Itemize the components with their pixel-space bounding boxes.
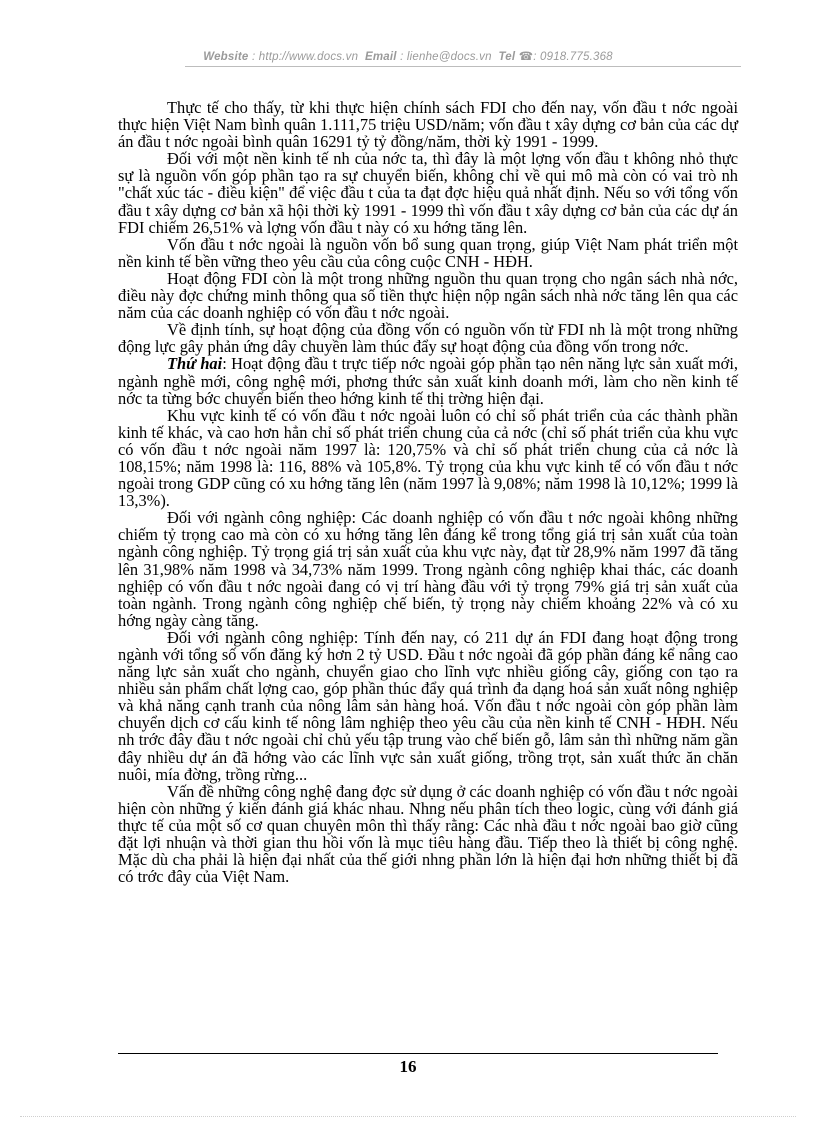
email-label: Email (365, 51, 397, 63)
page-header (0, 49, 816, 63)
tel-value: : 0918.775.368 (533, 51, 613, 63)
paragraph: Đối với ngành công nghiệp: Các doanh nghiệp có vốn đầu t nớc ngoài không những chiếm tỷ trọng cao mà còn có xu hớng tăng lên đáng kể trong tổng giá trị sản xuất của toàn ngành công nghiệp. Tỷ trọng giá trị sản xuất của khu vực này, đạt từ 28,9% năm 1997 đã tăng lên 31,98% năm 1998 và 34,73% năm 1999. Trong ngành công nghiệp khai thác, các doanh nghiệp có vốn đầu t nớc ngoài đang có vị trí hàng đầu với tỷ trọng 79% giá trị sản xuất của toàn ngành. Trong ngành công nghiệp chế biến, tỷ trọng này chiếm khoảng 22% và có xu hớng ngày càng tăng. (118, 508, 738, 630)
header-divider (185, 66, 741, 67)
lead-label: Thứ hai (167, 354, 223, 374)
website-label: Website (203, 51, 249, 63)
paragraph: Đối với ngành công nghiệp: Tính đến nay, có 211 dự án FDI đang hoạt động trong ngành với tổng số vốn đăng ký hơn 2 tỷ USD. Đầu t nớc ngoài đã góp phần đáng kể nâng cao năng lực sản xuất cho ngành, chuyển giao cho lĩnh vực nhiều giống cây, giống con tạo ra nhiều sản phẩm chất lợng cao, góp phần thúc đẩy quá trình đa dạng hoá sản xuất nông nghiệp và khả năng cạnh tranh của nông lâm sản hàng hoá. Vốn đầu t nớc ngoài còn góp phần làm chuyển dịch cơ cấu kinh tế nông lâm nghiệp theo yêu cầu của nền kinh tế CNH - HĐH. Nếu nh trớc đây đầu t nớc ngoài chỉ chủ yếu tập trung vào chế biến gỗ, lâm sản thì những năm gần đây nhiều dự án đã hớng vào các lĩnh vực sản xuất giống, trồng trọt, sản xuất thức ăn chăn nuôi, mía đờng, trồng rừng... (118, 627, 738, 784)
page-number: 16 (399, 1057, 417, 1076)
lead-separator: : (222, 354, 227, 374)
paragraph: Vốn đầu t nớc ngoài là nguồn vốn bổ sung quan trọng, giúp Việt Nam phát triển một nền kinh tế bền vững theo yêu cầu của công cuộc CNH - HĐH. (118, 234, 738, 271)
footer-divider (118, 1053, 718, 1054)
email-value: : lienhe@docs.vn (400, 51, 492, 63)
paragraph-text: Hoạt động đầu t trực tiếp nớc ngoài góp phần tạo nên năng lực sản xuất mới, ngành nghề mới, công nghệ mới, phơng thức sản xuất kinh doanh mới, làm cho nền kinh tế nớc ta từng bớc chuyển biến theo hớng kinh tế thị trờng hiện đại. (118, 354, 738, 408)
document-body (118, 99, 738, 885)
paragraph: Thực tế cho thấy, từ khi thực hiện chính sách FDI cho đến nay, vốn đầu t nớc ngoài thực hiện Việt Nam bình quân 1.111,75 triệu USD/năm; vốn đầu t xây dựng cơ bản của các dự án đầu t nớc ngoài bình quân 16291 tỷ tỷ đồng/năm, thời kỳ 1991 - 1999. (118, 98, 738, 152)
tel-label: Tel (498, 51, 516, 63)
paragraph: Đối với một nền kinh tế nh của nớc ta, thì đây là một lợng vốn đầu t không nhỏ thực sự là nguồn vốn góp phần tạo ra sự chuyển biến, không chỉ về qui mô mà còn có vai trò nh "chất xúc tác - điều kiện" để việc đầu t của ta đạt đợc hiệu quả nhất định. Nếu so với tổng vốn đầu t xây dựng cơ bản xã hội thời kỳ 1991 - 1999 thì vốn đầu t xây dựng cơ bản của các dự án FDI chiếm 26,51% và lợng vốn đầu t này có xu hớng tăng lên. (118, 149, 738, 237)
paragraph: Vấn đề những công nghệ đang đợc sử dụng ở các doanh nghiệp có vốn đầu t nớc ngoài hiện còn những ý kiến đánh giá khác nhau. Nhng nếu phân tích theo logic, cùng với đánh giá thực tế của một số cơ quan chuyên môn thì thấy rằng: Các nhà đầu t nớc ngoài bao giờ cũng đặt lợi nhuận và thời gian thu hồi vốn là mục tiêu hàng đầu. Tiếp theo là thiết bị công nghệ. Mặc dù cha phải là hiện đại nhất của thế giới nhng phần lớn là hiện đại hơn những thiết bị đã có trớc đây của Việt Nam. (118, 781, 738, 887)
page-bottom-border (20, 1116, 796, 1117)
phone-icon: ☎ (518, 51, 534, 63)
paragraph-lead (118, 355, 738, 406)
paragraph: Về định tính, sự hoạt động của đồng vốn có nguồn vốn từ FDI nh là một trong những động lực gây phản ứng dây chuyền làm thúc đẩy sự hoạt động của đồng vốn trong nớc. (118, 320, 738, 357)
paragraph: Khu vực kinh tế có vốn đầu t nớc ngoài luôn có chỉ số phát triển của các thành phần kinh tế khác, và cao hơn hẳn chỉ số phát triển chung của cả nớc (chỉ số phát triển của khu vực có vốn đầu t nớc ngoài năm 1997 là: 120,75% và chỉ số phát triển chung của cả nớc là 108,15%; năm 1998 là: 116, 88% và 105,8%. Tỷ trọng của khu vực kinh tế có vốn đầu t nớc ngoài trong GDP cũng có xu hớng tăng lên (năm 1997 là 9,08%; năm 1998 là 10,12%; 1999 là 13,3%). (118, 405, 738, 511)
website-value: : http://www.docs.vn (251, 51, 359, 63)
paragraph: Hoạt động FDI còn là một trong những nguồn thu quan trọng cho ngân sách nhà nớc, điều này đợc chứng minh thông qua số tiền thực hiện nộp ngân sách nhà nớc tăng lên qua các năm của các doanh nghiệp có vốn đầu t nớc ngoài. (118, 268, 738, 323)
